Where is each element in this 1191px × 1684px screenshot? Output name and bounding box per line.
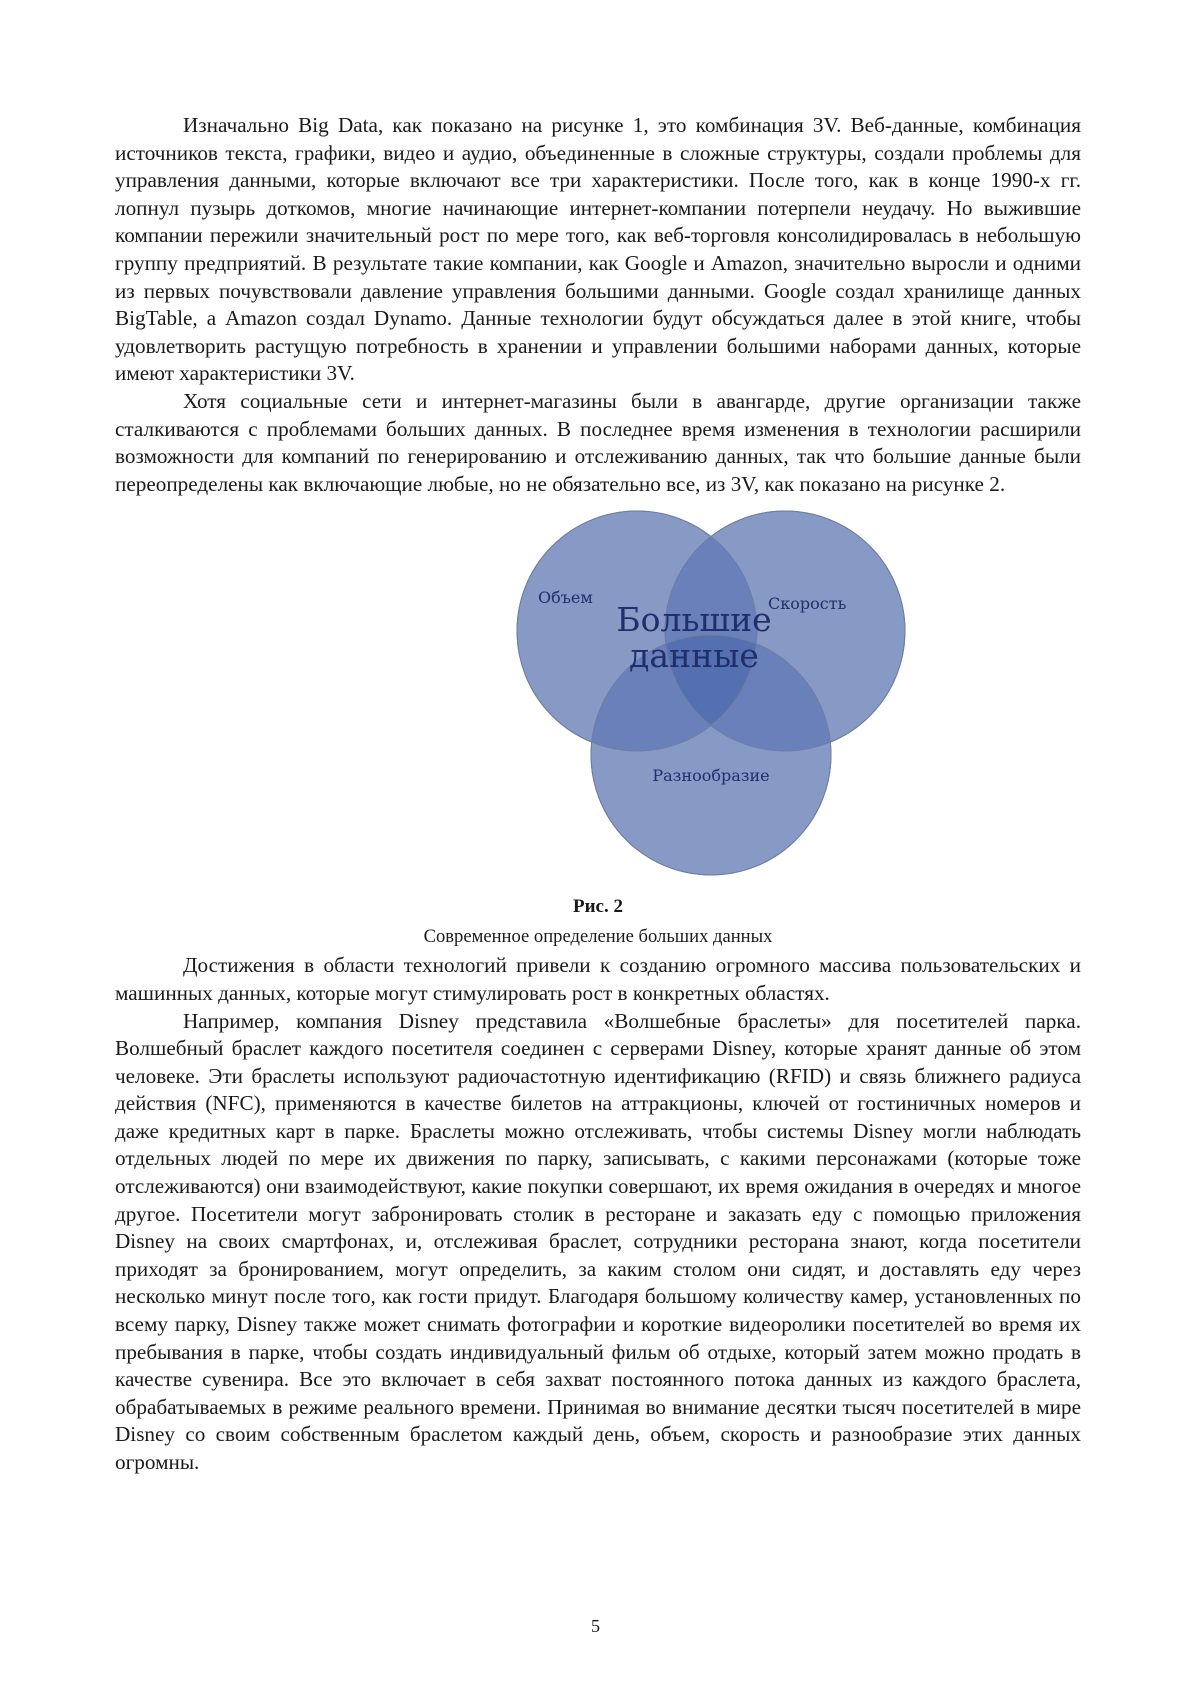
figure-caption-text: Современное определение больших данных — [423, 926, 773, 948]
venn-diagram — [506, 507, 916, 884]
figure-2 — [115, 507, 1081, 884]
center-label-line2: данные — [629, 636, 759, 676]
figure-caption-title: Рис. 2 — [573, 896, 623, 918]
label-volume: Объем — [538, 588, 593, 608]
page-number: 5 — [591, 1616, 600, 1636]
center-label-line1: Большие — [616, 600, 772, 640]
label-velocity: Скорость — [768, 594, 847, 614]
paragraph-4: Например, компания Disney представила «Волшебные браслеты» для посетителей парка. Волшебный браслет каждого посетителя соединен с серверами Disney, которые хранят данные об этом человеке. Эти браслеты используют радиочастотную идентификацию (RFID) и связь ближнего радиуса действия (NFC), применяются в качестве билетов на аттракционы, ключей от гостиничных номеров и даже кредитных карт в парке. Браслеты можно отслеживать, чтобы системы Disney могли наблюдать отдельных людей по мере их движения по парку, записывать, с какими персонажами (которые тоже отслеживаются) они взаимодействуют, какие покупки совершают, их время ожидания в очередях и многое другое. Посетители могут забронировать столик в ресторане и заказать еду с помощью приложения Disney на своих смартфонах, и, отслеживая браслет, сотрудники ресторана знают, когда посетители приходят за бронированием, могут определить, за каким столом они сидят, и доставлять еду через несколько минут после того, как гости придут. Благодаря большому количеству камер, установленных по всему парку, Disney также может снимать фотографии и короткие видеоролики посетителей во время их пребывания в парке, чтобы создать индивидуальный фильм об отдыхе, который затем можно продать в качестве сувенира. Все это включает в себя захват постоянного потока данных из каждого браслета, обрабатываемых в режиме реального времени. Принимая во внимание десятки тысяч посетителей в мире Disney со своим собственным браслетом каждый день, объем, скорость и разнообразие этих данных огромны. — [115, 1008, 1081, 1474]
paragraph-2: Хотя социальные сети и интернет-магазины были в авангарде, другие организации также сталкиваются с проблемами больших данных. В последнее время изменения в технологии расширили возможности для компаний по генерированию и отслеживанию данных, так что большие данные были переопределены как включающие любые, но не обязательно все, из 3V, как показано на рисунке 2. — [115, 388, 1081, 496]
label-variety: Разнообразие — [652, 766, 770, 786]
paragraph-1: Изначально Big Data, как показано на рисунке 1, это комбинация 3V. Веб-данные, комбинация источников текста, графики, видео и аудио, объединенные в сложные структуры, создали проблемы для управления данными, которые включают все три характеристики. После того, как в конце 1990-х гг. лопнул пузырь доткомов, многие начинающие интернет-компании потерпели неудачу. Но выжившие компании пережили значительный рост по мере того, как веб-торговля консолидировалась в небольшую группу предприятий. В результате такие компании, как Google и Amazon, значительно выросли и одними из первых почувствовали давление управления большими данными. Google создал хранилище данных BigTable, а Amazon создал Dynamo. Данные технологии будут обсуждаться далее в этой книге, чтобы удовлетворить растущую потребность в хранении и управлении большими наборами данных, которые имеют характеристики 3V. — [115, 113, 1081, 386]
paragraph-3: Достижения в области технологий привели к созданию огромного массива пользовательских и машинных данных, которые могут стимулировать рост в конкретных областях. — [115, 953, 1081, 1005]
document-page — [115, 112, 1081, 1477]
